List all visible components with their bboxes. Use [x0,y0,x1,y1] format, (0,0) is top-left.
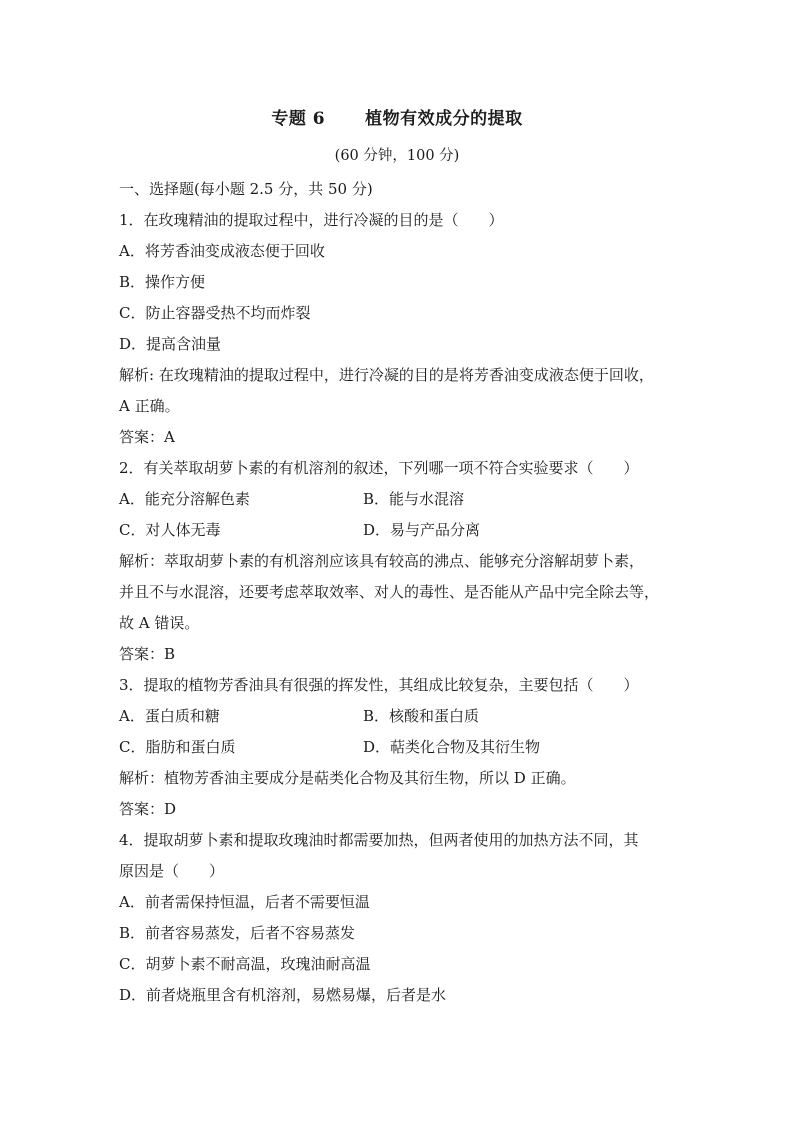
question-3 [119,670,679,825]
option-row [119,484,679,515]
page-title [0,104,794,129]
section-heading: 一、选择题(每小题 2.5 分，共 50 分) [119,180,373,198]
option-a: A．蛋白质和糖 [119,707,220,725]
option-b: B．前者容易蒸发，后者不容易蒸发 [119,924,356,942]
option-row [119,515,679,546]
option-d: D．前者烧瓶里含有机溶剂，易燃易爆，后者是水 [119,986,447,1004]
option-c: C．防止容器受热不均而炸裂 [119,304,311,322]
option-b: B．操作方便 [119,273,206,291]
question-stem: 4．提取胡萝卜素和提取玫瑰油时都需要加热，但两者使用的加热方法不同，其 [119,831,639,849]
option-c: C．胡萝卜素不耐高温，玫瑰油耐高温 [119,955,371,973]
answer: 答案：D [119,800,177,818]
title-name: 植物有效成分的提取 [365,109,523,129]
option-c: C．脂肪和蛋白质 [119,738,236,756]
option-d: D．萜类化合物及其衍生物 [363,738,541,756]
option-a: A．能充分溶解色素 [119,490,250,508]
option-b: B．核酸和蛋白质 [363,707,480,725]
option-d: D．易与产品分离 [363,521,481,539]
analysis-line: 解析：植物芳香油主要成分是萜类化合物及其衍生物，所以 D 正确。 [119,769,576,787]
question-4 [119,825,679,1011]
analysis-line: 解析: 在玫瑰精油的提取过程中，进行冷凝的目的是将芳香油变成液态便于回收， [119,366,654,384]
question-stem: 3．提取的植物芳香油具有很强的挥发性，其组成比较复杂，主要包括（ ） [119,676,639,694]
question-stem: 原因是（ ） [119,862,225,880]
option-b: B．能与水混溶 [363,490,465,508]
analysis-line: 故 A 错误。 [119,614,200,632]
question-stem: 1．在玫瑰精油的提取过程中，进行冷凝的目的是（ ） [119,211,504,229]
answer: 答案：A [119,428,175,446]
analysis-line: A 正确。 [119,397,180,415]
question-stem: 2．有关萃取胡萝卜素的有机溶剂的叙述，下列哪一项不符合实验要求（ ） [119,459,639,477]
option-row [119,732,679,763]
option-a: A．前者需保持恒温，后者不需要恒温 [119,893,370,911]
page-subtitle: (60 分钟，100 分) [334,148,460,164]
option-a: A．将芳香油变成液态便于回收 [119,242,325,260]
analysis-line: 解析：萃取胡萝卜素的有机溶剂应该具有较高的沸点、能够充分溶解胡萝卜素， [119,552,645,570]
title-topic: 专题 6 [271,109,326,129]
document-body [119,174,679,1011]
question-2 [119,453,679,670]
question-1 [119,205,679,453]
answer: 答案：B [119,645,176,663]
option-d: D．提高含油量 [119,335,222,353]
option-row [119,701,679,732]
analysis-line: 并且不与水混溶，还要考虑萃取效率、对人的毒性、是否能从产品中完全除去等， [119,583,660,601]
option-c: C．对人体无毒 [119,521,221,539]
